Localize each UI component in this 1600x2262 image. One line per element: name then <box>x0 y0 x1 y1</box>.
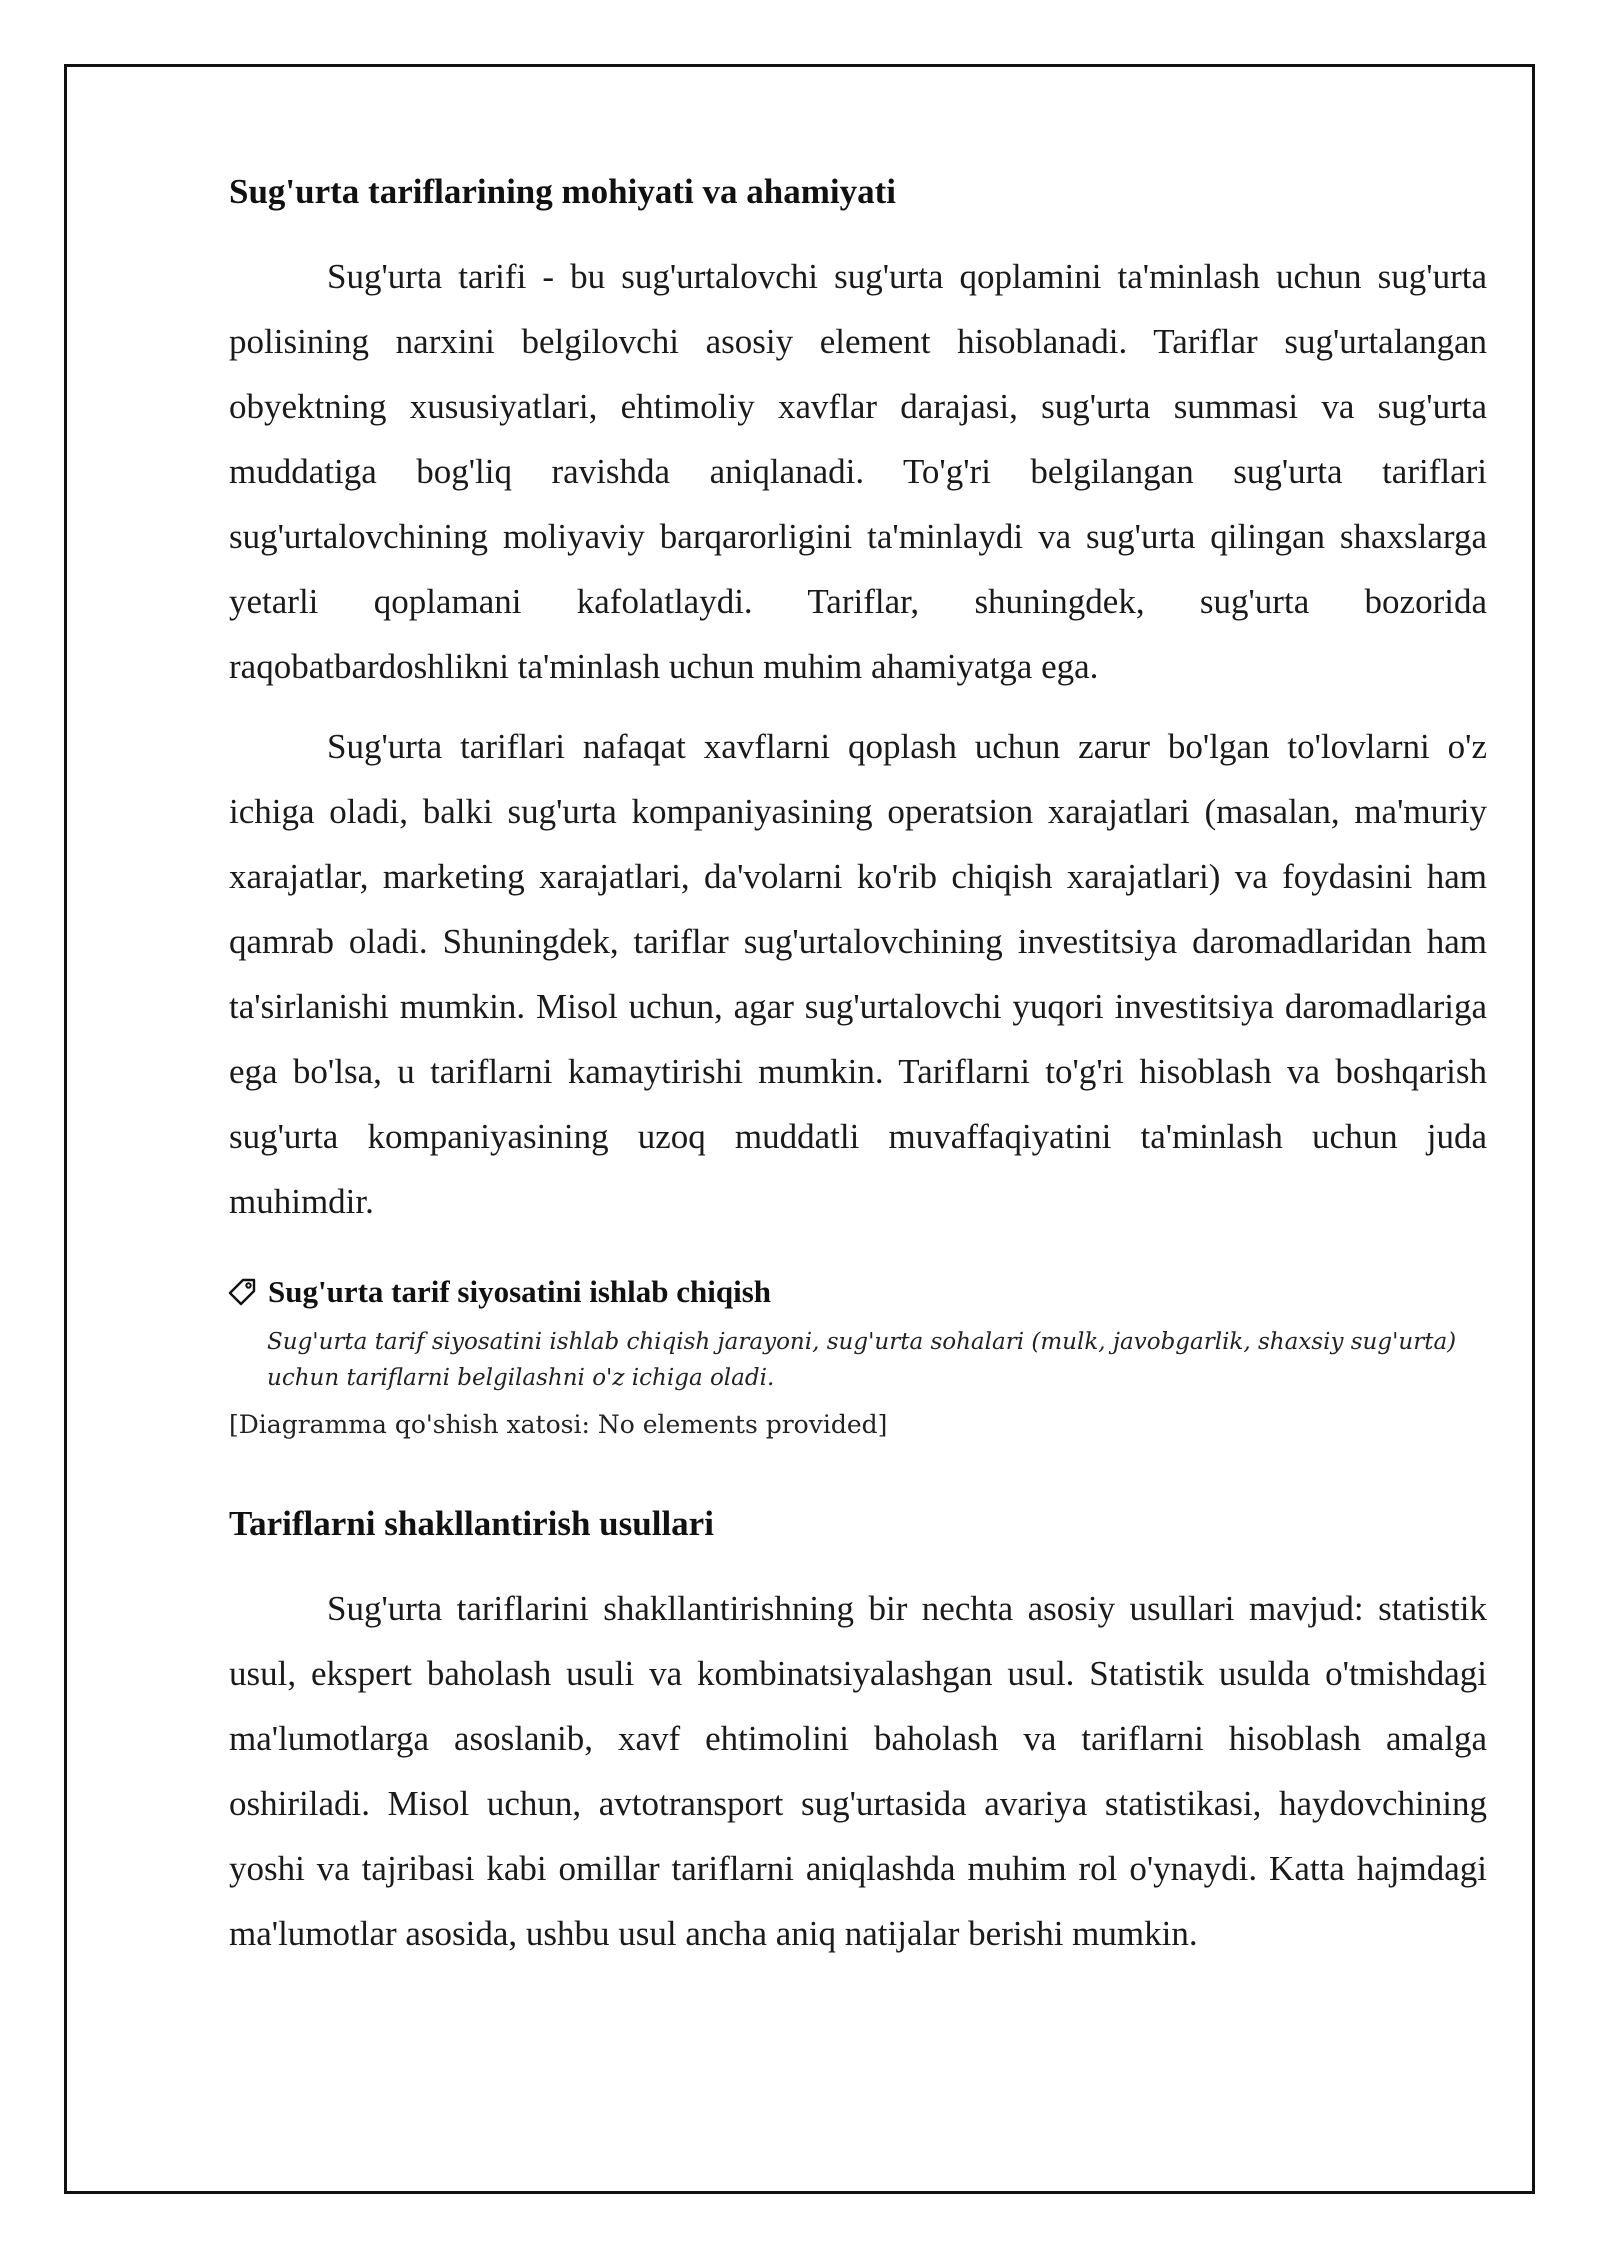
diagram-caption: Sug'urta tarif siyosatini ishlab chiqish jarayoni, sug'urta sohalari (mulk, javobgarlik, shaxsiy sug'urta) uchun tariflarni belgilashni o'z ichiga oladi. <box>267 1329 1457 1391</box>
diagram-error-message: [Diagramma qo'shish xatosi: No elements provided] <box>229 1410 888 1439</box>
document-content <box>229 170 1487 1966</box>
diagram-block <box>229 1272 1487 1442</box>
diagram-title: Sug'urta tarif siyosatini ishlab chiqish <box>268 1274 772 1309</box>
paragraph-tariff-methods: Sug'urta tariflarini shakllantirishning bir nechta asosiy usullari mavjud: statistik usul, ekspert baholash usuli va kombinatsiyalashgan usul. Statistik usulda o'tmishdagi ma'lumotlarga asoslanib, xavf ehtimolini baholash va tariflarni hisoblash amalga oshiriladi. Misol uchun, avtotransport sug'urtasida avariya statistikasi, haydovchining yoshi va tajribasi kabi omillar tariflarni aniqlashda muhim rol o'ynaydi. Katta hajmdagi ma'lumotlar asosida, ushbu usul ancha aniq natijalar berishi mumkin. <box>229 1589 1487 1953</box>
section-heading-methods: Tariflarni shakllantirish usullari <box>229 1504 714 1543</box>
paragraph-tariff-definition: Sug'urta tarifi - bu sug'urtalovchi sug'urta qoplamini ta'minlash uchun sug'urta polisining narxini belgilovchi asosiy element hisoblanadi. Tariflar sug'urtalangan obyektning xususiyatlari, ehtimoliy xavflar darajasi, sug'urta summasi va sug'urta muddatiga bog'liq ravishda aniqlanadi. To'g'ri belgilangan sug'urta tariflari sug'urtalovchining moliyaviy barqarorligini ta'minlaydi va sug'urta qilingan shaxslarga yetarli qoplamani kafolatlaydi. Tariflar, shuningdek, sug'urta bozorida raqobatbardoshlikni ta'minlash uchun muhim ahamiyatga ega. <box>229 257 1487 686</box>
tag-icon <box>226 1276 258 1308</box>
diagram-title-row <box>226 1272 1487 1312</box>
section-heading-essence: Sug'urta tariflarining mohiyati va ahamiyati <box>229 172 896 211</box>
paragraph-tariff-components: Sug'urta tariflari nafaqat xavflarni qoplash uchun zarur bo'lgan to'lovlarni o'z ichiga oladi, balki sug'urta kompaniyasining operatsion xarajatlari (masalan, ma'muriy xarajatlar, marketing xarajatlari, da'volarni ko'rib chiqish xarajatlari) va foydasini ham qamrab oladi. Shuningdek, tariflar sug'urtalovchining investitsiya daromadlaridan ham ta'sirlanishi mumkin. Misol uchun, agar sug'urtalovchi yuqori investitsiya daromadlariga ega bo'lsa, u tariflarni kamaytirishi mumkin. Tariflarni to'g'ri hisoblash va boshqarish sug'urta kompaniyasining uzoq muddatli muvaffaqiyatini ta'minlash uchun juda muhimdir. <box>229 727 1487 1221</box>
